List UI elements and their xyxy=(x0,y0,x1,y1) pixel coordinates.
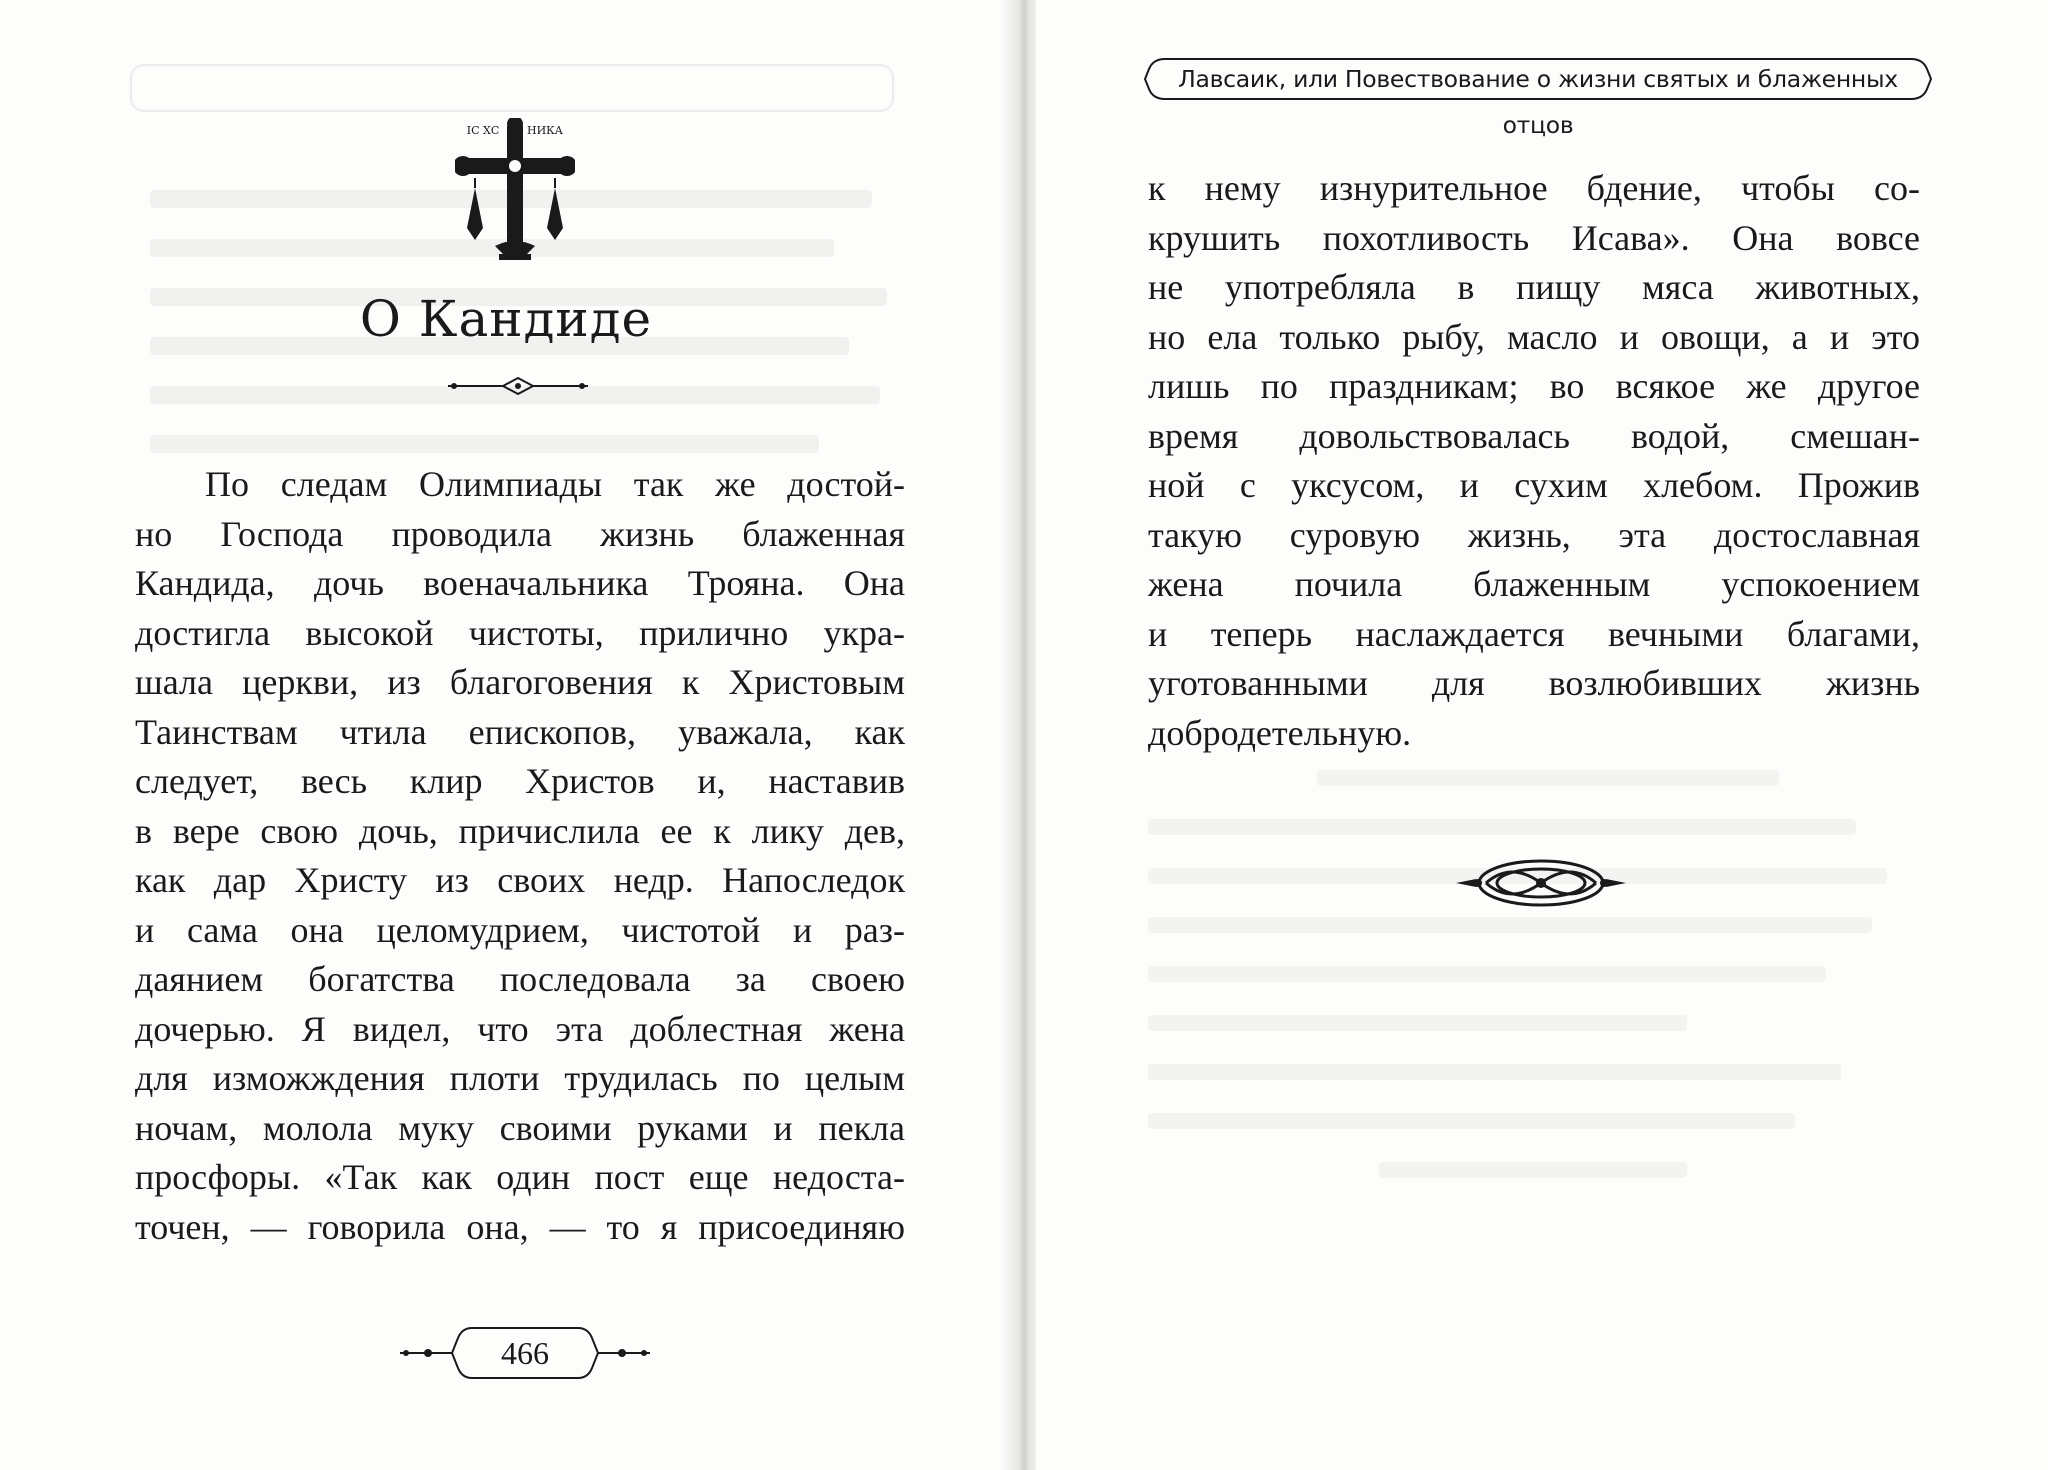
text-line: такую суровую жизнь, эта достославная xyxy=(1148,514,1920,555)
cross-inscription-right: НИКА xyxy=(526,124,564,137)
show-through-header xyxy=(130,64,894,112)
text-line: жена почила блаженным успокоением xyxy=(1148,564,1920,604)
end-ornament-icon xyxy=(1456,855,1626,911)
text-line: следует, весь клир Христов и, наставив xyxy=(135,761,905,801)
running-head-title: Лавсаик, или Повествование о жизни святых и блаженных отцов xyxy=(1178,65,1898,139)
left-page xyxy=(0,0,1012,1470)
text-line: но Господа проводила жизнь блаженная xyxy=(135,513,905,554)
text-line: время довольствовалась водой, смешан- xyxy=(1148,415,1920,456)
text-line: Кандида, дочь военачальника Трояна. Она xyxy=(135,563,905,603)
text-line: дочерью. Я видел, что эта доблестная жена xyxy=(135,1008,905,1049)
text-line: просфоры. «Так как один пост еще недоста- xyxy=(135,1157,905,1197)
text-line: не употребляла в пищу мяса животных, xyxy=(1148,267,1920,307)
orthodox-cross-icon xyxy=(455,118,575,268)
text-line: для изможждения плоти трудилась по целым xyxy=(135,1058,905,1098)
text-line: к нему изнурительное бдение, чтобы со- xyxy=(1148,168,1920,208)
text-line: как дар Христу из своих недр. Напоследок xyxy=(135,860,905,900)
text-line: даянием богатства последовала за своею xyxy=(135,959,905,999)
chapter-heading: О Кандиде xyxy=(359,290,653,348)
text-line: точен, — говорила она, — то я присоединяю xyxy=(135,1206,905,1247)
page-number: 466 xyxy=(501,1335,549,1371)
text-line: Таинствам чтила епископов, уважала, как xyxy=(135,711,905,752)
cross-inscription-left: IС ХС xyxy=(466,124,500,137)
text-line: крушить похотливость Исава». Она вовсе xyxy=(1148,217,1920,258)
text-line: но ела только рыбу, масло и овощи, а и это xyxy=(1148,316,1920,357)
text-line: добродетельную. xyxy=(1148,712,1412,753)
text-line: ной с уксусом, и сухим хлебом. Прожив xyxy=(1148,465,1920,505)
text-line: уготованными для возлюбивших жизнь xyxy=(1148,663,1920,703)
text-line: По следам Олимпиады так же достой- xyxy=(205,464,905,504)
text-line: лишь по праздникам; во всякое же другое xyxy=(1148,366,1920,406)
text-line: достигла высокой чистоты, прилично укра- xyxy=(135,612,905,653)
text-line: и сама она целомудрием, чистотой и раз- xyxy=(135,909,905,950)
right-body-text xyxy=(1148,164,1920,758)
text-line: шала церкви, из благоговения к Христовым xyxy=(135,662,905,702)
text-line: ночам, молола муку своими руками и пекла xyxy=(135,1107,905,1148)
left-body-text xyxy=(135,460,905,1252)
text-line: в вере свою дочь, причислила ее к лику дев, xyxy=(135,810,905,851)
text-line: и теперь наслаждается вечными благами, xyxy=(1148,613,1920,654)
show-through-text xyxy=(1148,770,1918,1211)
page-number-block xyxy=(400,1324,650,1382)
running-head xyxy=(1143,56,1933,139)
right-page xyxy=(1036,0,2048,1470)
heading-divider-icon xyxy=(448,374,588,398)
